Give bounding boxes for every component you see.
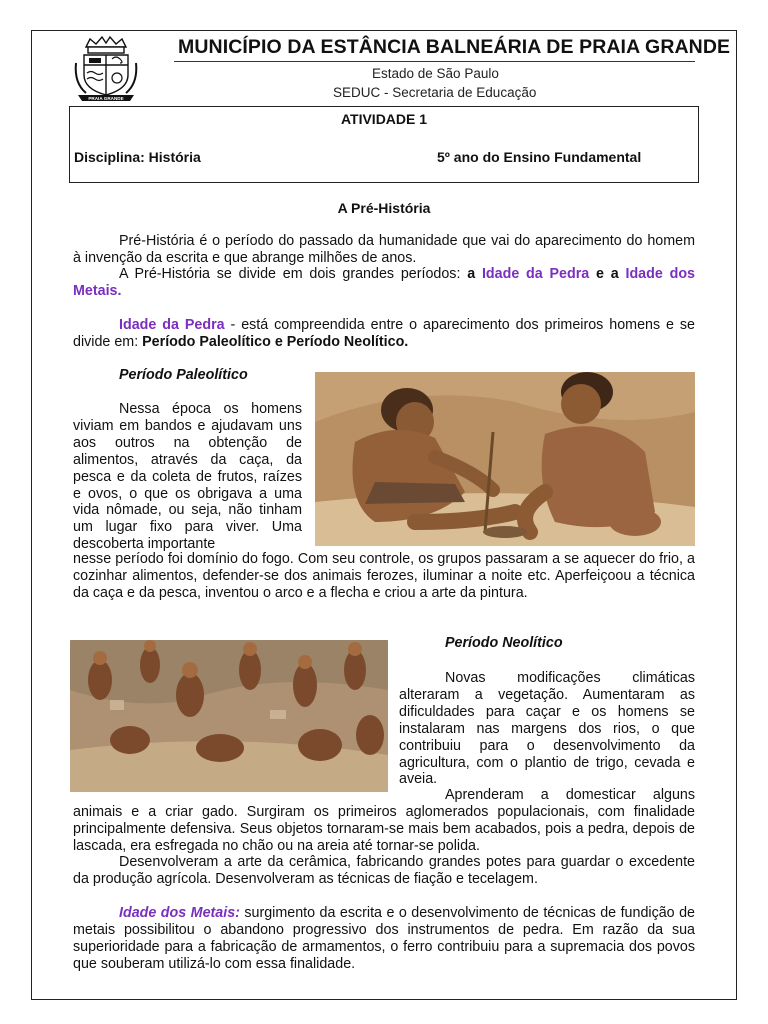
discipline-label: Disciplina: História xyxy=(74,149,201,165)
activity-info-box xyxy=(69,106,699,183)
periods-text: A Pré-História se divide em dois grandes períodos: xyxy=(119,266,468,282)
neolithic-heading: Período Neolítico xyxy=(445,635,563,651)
metal-age-paragraph xyxy=(73,905,695,973)
conjunction-and: e a xyxy=(589,266,626,282)
neolithic-village-image xyxy=(70,640,388,792)
paleolithic-heading: Período Paleolítico xyxy=(119,367,248,383)
metal-age-text: surgimento da escrita e o desenvolvimento de técnicas de fundição de metais possibilitou o abandono progressivo dos instrumentos de pedra. Em razão da sua superioridade para a fabricação de armamentos, o ferro contribuiu para a supremacia dos povos que souberam utilizá-lo com essa finalidade. xyxy=(73,905,695,972)
stone-age-text: - está compreendida entre o aparecimento dos primeiros homens e se divide em: xyxy=(73,317,695,350)
grade-label: 5º ano do Ensino Fundamental xyxy=(437,149,642,165)
neolithic-livestock-text: animais e a criar gado. Surgiram os primeiros aglomerados populacionais, com finalidade principalmente defensiva. Seus objetos tornaram-se mais bem acabados, pois a pedra, depois de lascada, era esfregada no chão ou na areia até tornar-se polida. xyxy=(73,804,695,854)
municipality-title: MUNICÍPIO DA ESTÂNCIA BALNEÁRIA DE PRAIA GRANDE xyxy=(178,36,731,58)
article-a: a xyxy=(467,266,482,282)
stone-age-paragraph xyxy=(73,317,695,351)
paleolithic-side-text: Nessa época os homens viviam em bandos e ajudavam uns aos outros na obtenção de alimentos, através da caça, da pesca e da coleta de frutos, raízes e ovos, o que os obrigava a uma vida nômade, ou seja, não tinham um lugar fixo para viver. Uma descoberta importante xyxy=(73,401,302,553)
metal-age-term: Idade dos Metais. xyxy=(73,266,695,299)
stone-age-heading: Idade da Pedra xyxy=(119,317,225,333)
paleolithic-fire-text: nesse período foi domínio do fogo. Com seu controle, os grupos passaram a se aquecer do frio, a cozinhar alimentos, defender-se dos animais ferozes, iluminar a noite etc. Aperfeiçoou a técnica da caça e da pesca, inventou o arco e a flecha e criou a arte da pintura. xyxy=(73,551,695,601)
state-name: Estado de São Paulo xyxy=(372,66,499,81)
seal-banner-text: PRAIA GRANDE xyxy=(88,96,124,101)
stone-age-periods: Período Paleolítico e Período Neolítico. xyxy=(142,333,409,350)
municipal-seal-icon xyxy=(72,33,140,103)
metal-age-heading: Idade dos Metais: xyxy=(119,905,240,921)
header-divider xyxy=(174,61,695,62)
paleolithic-fire-image xyxy=(315,372,695,546)
document-title: A Pré-História xyxy=(337,200,431,216)
neolithic-side-text-2: Aprenderam a domesticar alguns xyxy=(445,787,695,803)
stone-age-term: Idade da Pedra xyxy=(481,266,590,282)
neolithic-ceramics-text: Desenvolveram a arte da cerâmica, fabricando grandes potes para guardar o excedente da produção agrícola. Desenvolveram as técnicas de fiação e tecelagem. xyxy=(73,854,695,887)
periods-paragraph xyxy=(73,266,695,300)
neolithic-side-text: Novas modificações climáticas alteraram a vegetação. Aumentaram as dificuldades para caçar e os homens se instalaram nas margens dos rios, o que contribuiu para o desenvolvimento da agricultura, com o plantio de trigo, cevada e aveia. xyxy=(399,670,695,788)
intro-paragraph: Pré-História é o período do passado da humanidade que vai do aparecimento do homem à invenção da escrita e que abrange milhões de anos. xyxy=(73,233,695,266)
department-name: SEDUC - Secretaria de Educação xyxy=(333,85,537,100)
activity-title: ATIVIDADE 1 xyxy=(340,111,428,127)
